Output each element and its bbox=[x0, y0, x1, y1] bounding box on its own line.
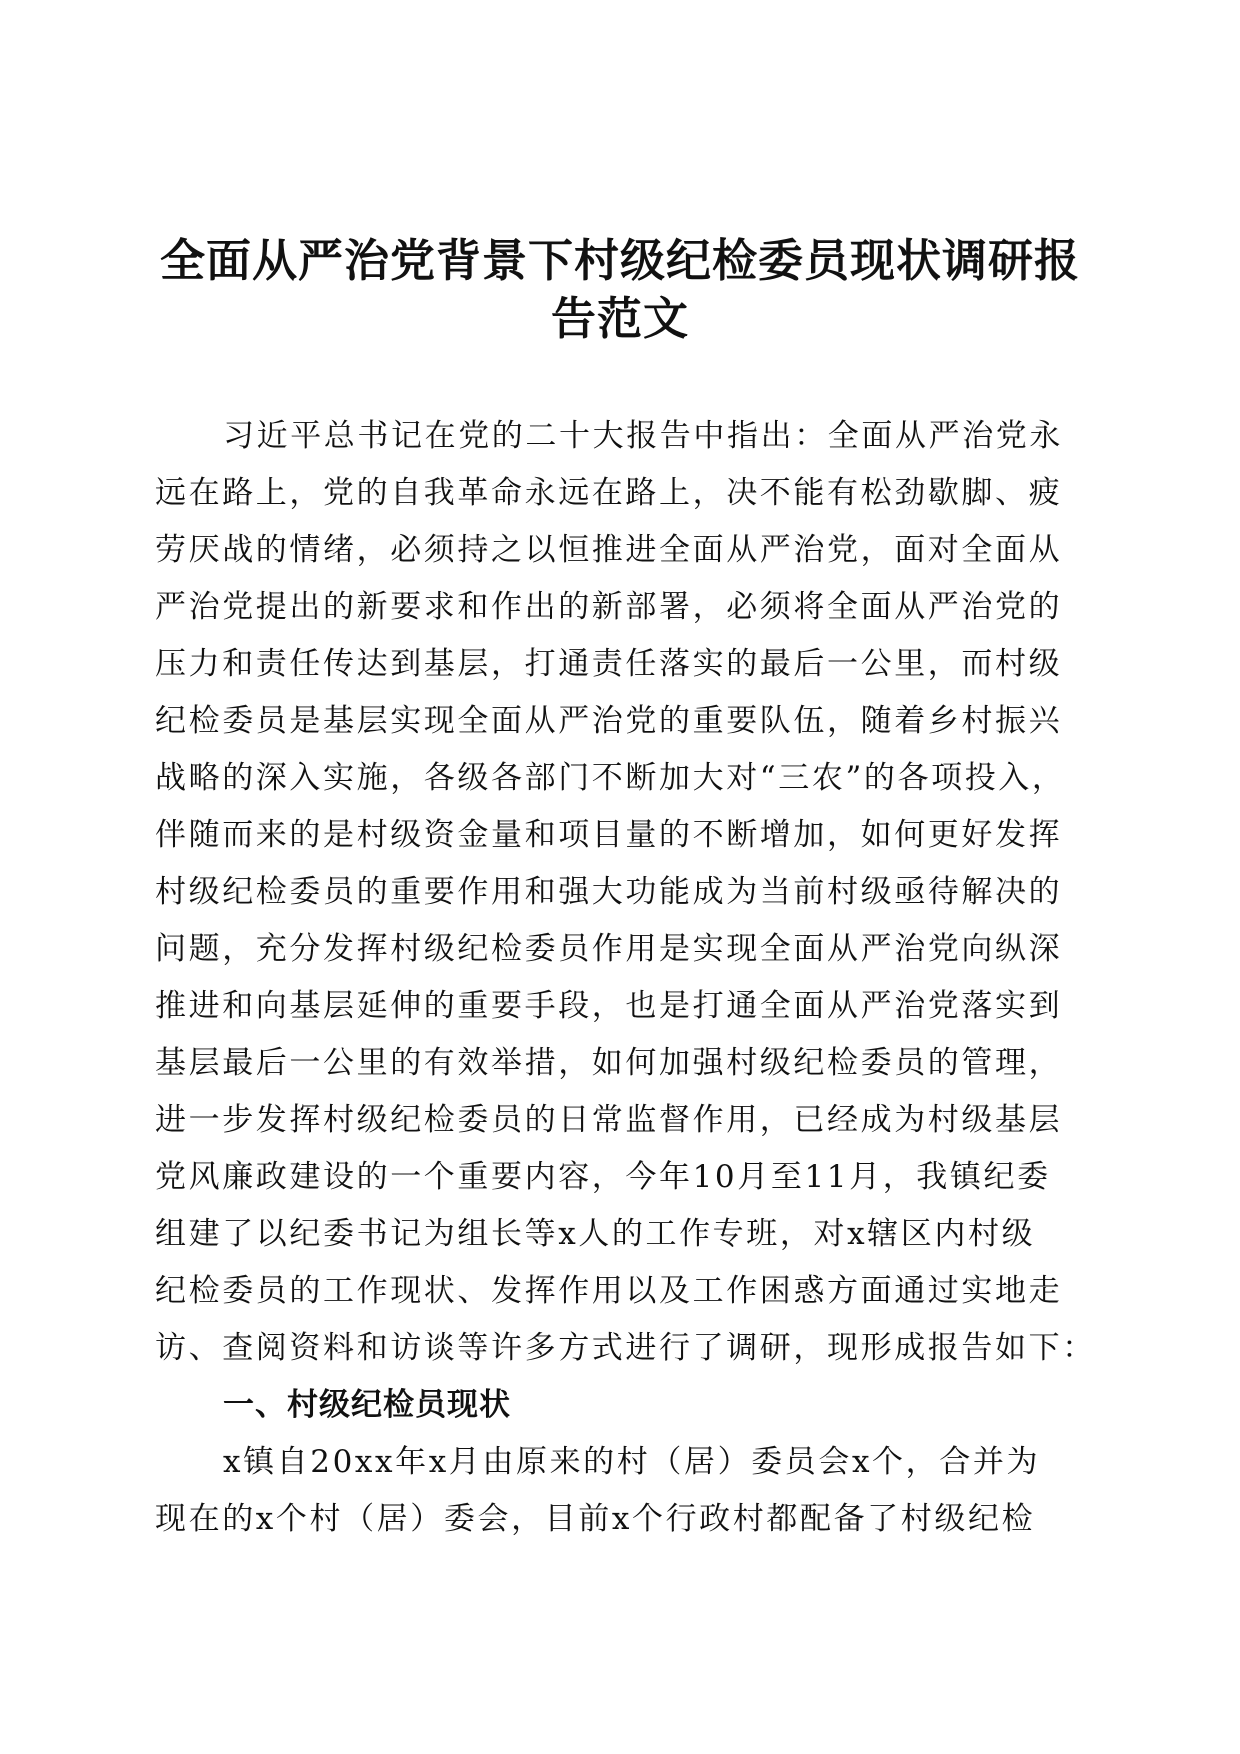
paragraph-line: 基层最后一公里的有效举措，如何加强村级纪检委员的管理， bbox=[155, 1045, 1063, 1081]
document-title bbox=[120, 232, 1120, 348]
paragraph-line: 严治党提出的新要求和作出的新部署，必须将全面从严治党的 bbox=[155, 589, 1063, 625]
document-body bbox=[155, 408, 1096, 1548]
paragraph-line: 组建了以纪委书记为组长等x人的工作专班，对x辖区内村级 bbox=[155, 1216, 1036, 1252]
paragraph-line: 劳厌战的情绪，必须持之以恒推进全面从严治党，面对全面从 bbox=[155, 532, 1063, 568]
paragraph-line: 访、查阅资料和访谈等许多方式进行了调研，现形成报告如下： bbox=[155, 1330, 1096, 1366]
section-heading: 一、村级纪检员现状 bbox=[223, 1387, 511, 1423]
paragraph-line: 习近平总书记在党的二十大报告中指出：全面从严治党永 bbox=[223, 418, 1063, 454]
paragraph-line: 推进和向基层延伸的重要手段，也是打通全面从严治党落实到 bbox=[155, 988, 1063, 1024]
paragraph-line: 压力和责任传达到基层，打通责任落实的最后一公里，而村级 bbox=[155, 646, 1063, 682]
paragraph-line: 伴随而来的是村级资金量和项目量的不断增加，如何更好发挥 bbox=[155, 817, 1063, 853]
paragraph-line: 现在的x个村（居）委会，目前x个行政村都配备了村级纪检 bbox=[155, 1501, 1036, 1537]
paragraph-line: x镇自20xx年x月由原来的村（居）委员会x个，合并为 bbox=[223, 1444, 1041, 1480]
paragraph-line: 问题，充分发挥村级纪检委员作用是实现全面从严治党向纵深 bbox=[155, 931, 1063, 967]
paragraph-line: 远在路上，党的自我革命永远在路上，决不能有松劲歇脚、疲 bbox=[155, 475, 1063, 511]
paragraph-line: 纪检委员是基层实现全面从严治党的重要队伍，随着乡村振兴 bbox=[155, 703, 1063, 739]
paragraph-line: 纪检委员的工作现状、发挥作用以及工作困惑方面通过实地走 bbox=[155, 1273, 1063, 1309]
paragraph-line: 村级纪检委员的重要作用和强大功能成为当前村级亟待解决的 bbox=[155, 874, 1063, 910]
paragraph-line: 战略的深入实施，各级各部门不断加大对“三农”的各项投入， bbox=[155, 760, 1066, 796]
paragraph-line: 党风廉政建设的一个重要内容，今年10月至11月，我镇纪委 bbox=[155, 1159, 1051, 1195]
title-line-2: 告范文 bbox=[550, 292, 689, 345]
title-line-1: 全面从严治党背景下村级纪检委员现状调研报 bbox=[159, 234, 1080, 287]
paragraph-line: 进一步发挥村级纪检委员的日常监督作用，已经成为村级基层 bbox=[155, 1102, 1063, 1138]
